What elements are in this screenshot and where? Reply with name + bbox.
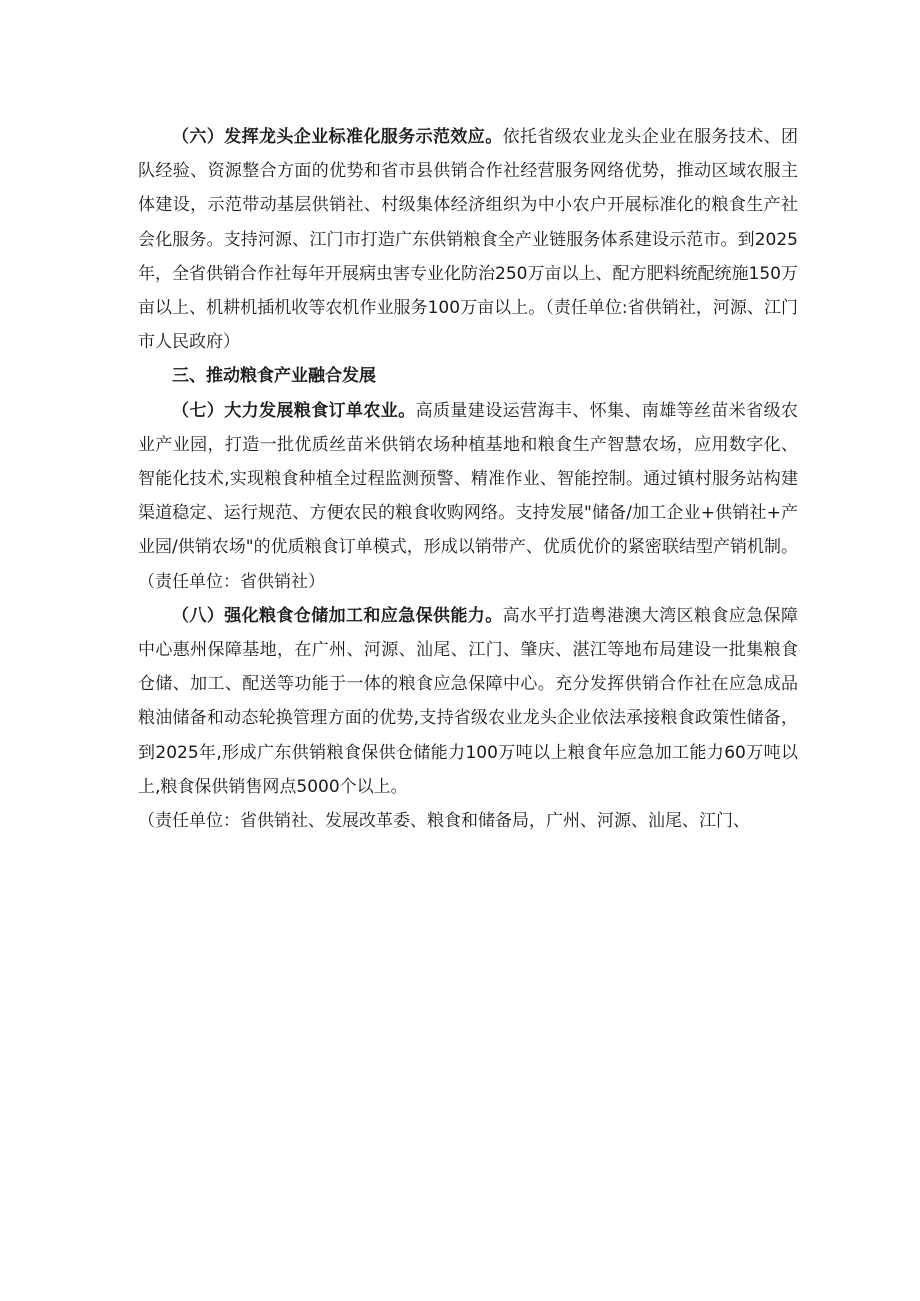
paragraph-6 <box>138 120 798 359</box>
document-page <box>138 120 798 838</box>
section-3-heading: 三、推动粮食产业融合发展 <box>172 366 376 387</box>
paragraph-7-lead: （七）大力发展粮食订单农业。 <box>172 400 416 421</box>
paragraph-8 <box>138 599 798 804</box>
paragraph-6-lead: （六）发挥龙头企业标准化服务示范效应。 <box>172 127 503 147</box>
paragraph-8-lead: （八）强化粮食仓储加工和应急保供能力。 <box>172 605 503 626</box>
paragraph-6-body: 依托省级农业龙头企业在服务技术、团队经验、资源整合方面的优势和省市县供销合作社经营服务网络优势，推动区域农服主体建设，示范带动基层供销社、村级集体经济组织为中小农户开展标准化的粮食生产社会化服务。支持河源、江门市打造广东供销粮食全产业链服务体系建设示范市。到2025年，全省供销合作社每年开展病虫害专业化防治250万亩以上、配方肥料统配统施150万亩以上、机耕机插机收等农机作业服务100万亩以上。（责任单位:省供销社，河源、江门市人民政府） <box>138 127 799 353</box>
paragraph-8-responsibility: （责任单位：省供销社、发展改革委、粮食和储备局，广州、河源、汕尾、江门、 <box>138 811 750 832</box>
paragraph-8-body: 高水平打造粤港澳大湾区粮食应急保障中心惠州保障基地，在广州、河源、汕尾、江门、肇庆、湛江等地布局建设一批集粮食仓储、加工、配送等功能于一体的粮食应急保障中心。充分发挥供销合作社在应急成品粮油储备和动态轮换管理方面的优势,支持省级农业龙头企业依法承接粮食政策性储备，到2025年,形成广东供销粮食保供仓储能力100万吨以上粮食年应急加工能力60万吨以上,粮食保供销售网点5000个以上。 <box>138 605 799 797</box>
paragraph-7-body: 高质量建设运营海丰、怀集、南雄等丝苗米省级农业产业园，打造一批优质丝苗米供销农场种植基地和粮食生产智慧农场，应用数字化、智能化技术,实现粮食种植全过程监测预警、精准作业、智能控制。通过镇村服务站构建渠道稳定、运行规范、方便农民的粮食收购网络。支持发展"储备/加工企业+供销社+产业园/供销农场"的优质粮食订单模式，形成以销带产、优质优价的紧密联结型产销机制。（责任单位：省供销社） <box>138 400 799 592</box>
paragraph-7 <box>138 394 798 599</box>
